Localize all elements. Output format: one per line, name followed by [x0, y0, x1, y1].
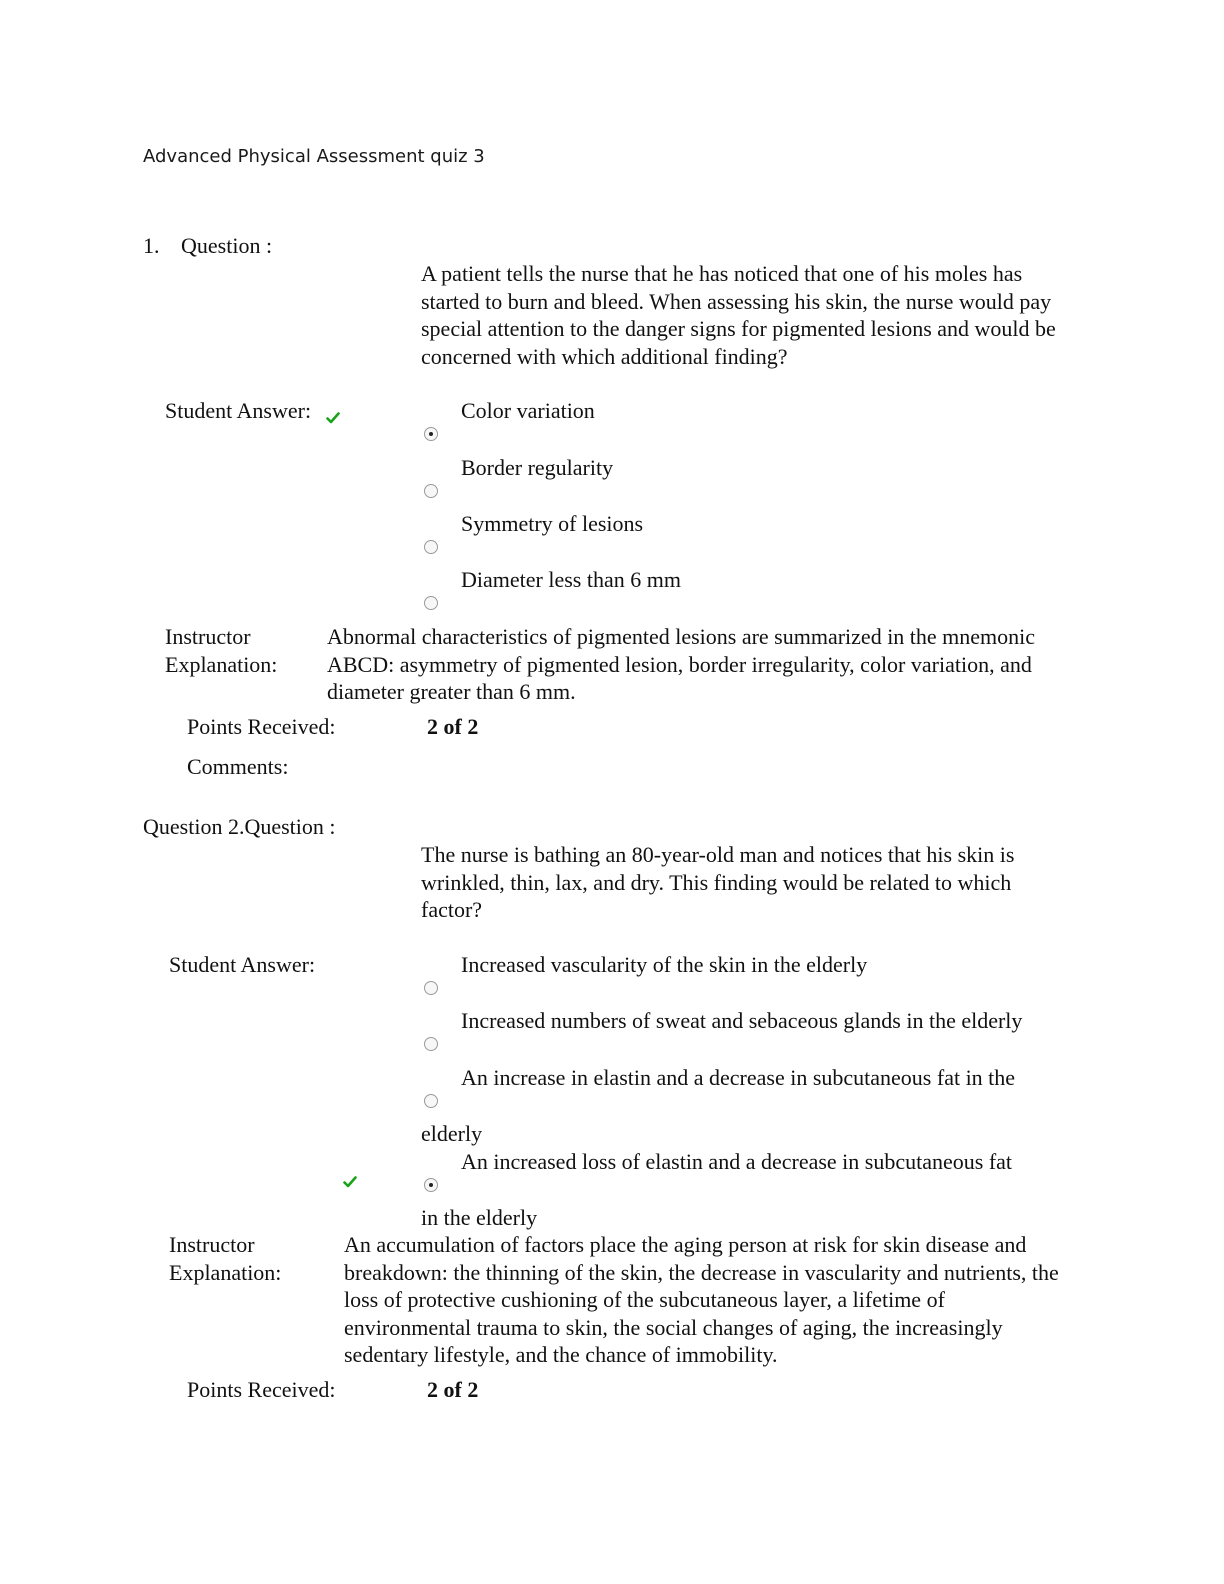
radio-icon[interactable]	[424, 484, 438, 498]
question-1-label: Question :	[181, 233, 273, 258]
check-icon	[343, 1175, 357, 1189]
radio-icon[interactable]	[424, 1037, 438, 1051]
answer-option-label: Symmetry of lesions	[461, 511, 644, 536]
student-answer-label: Student Answer:	[165, 398, 312, 423]
question-2-text: The nurse is bathing an 80-year-old man and notices that his skin is wrinkled, thin, lax, and dry. This finding would be related to which factor?	[421, 842, 1015, 922]
question-2-label: Question 2.Question :	[143, 814, 336, 839]
answer-option-label: Increased numbers of sweat and sebaceous glands in the elderly	[461, 1008, 1023, 1033]
instructor-label: Instructor	[165, 624, 251, 649]
instructor-label: Instructor	[169, 1232, 255, 1257]
comments-label: Comments:	[187, 754, 289, 779]
question-1-number: 1.	[143, 233, 160, 258]
explanation-label: Explanation:	[165, 652, 278, 677]
radio-icon-selected[interactable]	[424, 427, 438, 441]
points-received-value: 2 of 2	[427, 1377, 479, 1402]
student-answer-label: Student Answer:	[169, 952, 316, 977]
points-received-value: 2 of 2	[427, 714, 479, 739]
question-1-text: A patient tells the nurse that he has noticed that one of his moles has started to burn and bleed. When assessing his skin, the nurse would pay special attention to the danger signs for pigmented lesions and would be concerned with which additional finding?	[421, 261, 1056, 369]
answer-option-label: An increased loss of elastin and a decrease in subcutaneous fat	[461, 1149, 1013, 1174]
answer-option-label: Increased vascularity of the skin in the elderly	[461, 952, 868, 977]
answer-option-continuation: elderly	[421, 1121, 483, 1146]
instructor-explanation: Abnormal characteristics of pigmented lesions are summarized in the mnemonic ABCD: asymmetry of pigmented lesion, border irregularity, color variation, and diameter greater than 6 mm.	[327, 624, 1036, 704]
document-title: Advanced Physical Assessment quiz 3	[143, 146, 485, 167]
radio-icon[interactable]	[424, 596, 438, 610]
radio-icon[interactable]	[424, 540, 438, 554]
answer-option-continuation: in the elderly	[421, 1205, 538, 1230]
instructor-explanation: An accumulation of factors place the aging person at risk for skin disease and breakdown: the thinning of the skin, the decrease in vascularity and nutrients, the loss of protective cushioning of the subcutaneous layer, a lifetime of environmental trauma to skin, the social changes of aging, the increasingly sedentary lifestyle, and the chance of immobility.	[344, 1232, 1059, 1367]
answer-option-label: Border regularity	[461, 455, 614, 480]
radio-icon[interactable]	[424, 1094, 438, 1108]
check-icon	[326, 411, 340, 425]
answer-option-label: Color variation	[461, 398, 595, 423]
points-received-label: Points Received:	[187, 714, 336, 739]
radio-icon-selected[interactable]	[424, 1178, 438, 1192]
answer-option-label: Diameter less than 6 mm	[461, 567, 681, 592]
answer-option-label: An increase in elastin and a decrease in subcutaneous fat in the	[461, 1065, 1016, 1090]
radio-icon[interactable]	[424, 981, 438, 995]
points-received-label: Points Received:	[187, 1377, 336, 1402]
explanation-label: Explanation:	[169, 1260, 282, 1285]
